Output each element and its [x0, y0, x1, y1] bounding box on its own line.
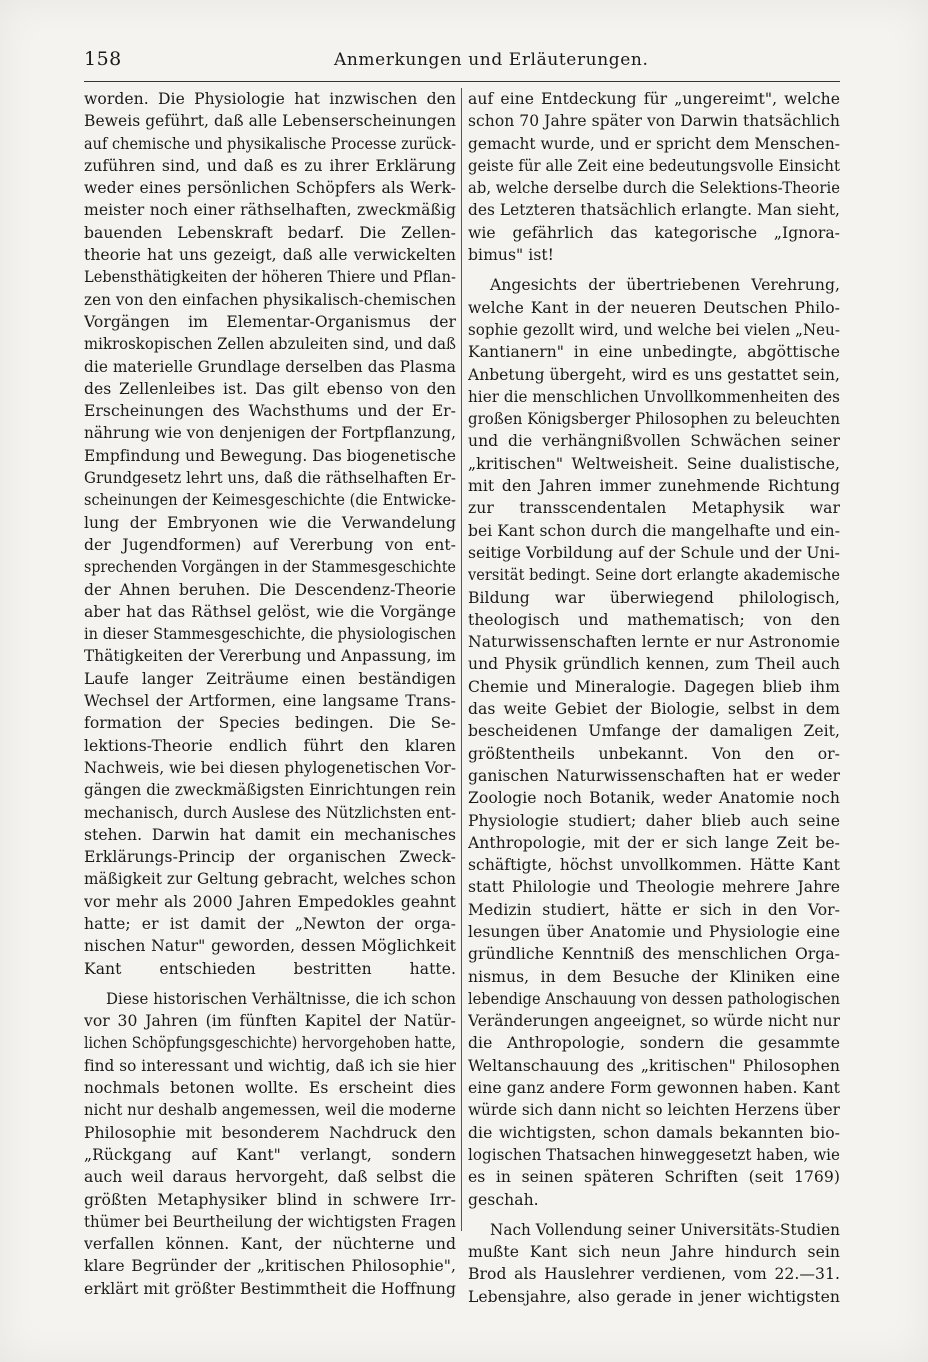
text-line: „Rückgang auf Kant" verlangt, sondern	[84, 1145, 456, 1164]
text-line: geschah.	[468, 1190, 539, 1209]
text-line: und Physik gründlich kennen, zum Theil auch	[468, 655, 840, 674]
text-line: geiste für alle Zeit eine bedeutungsvolle Einsicht	[468, 156, 840, 175]
text-line: zen von den einfachen physikalisch-chemischen	[84, 290, 456, 309]
text-line: gemacht wurde, und er spricht dem Menschen-	[468, 134, 840, 153]
text-line: Thätigkeiten der Vererbung und Anpassung, im	[84, 647, 456, 666]
text-line: die wichtigsten, schon damals bekannten bio-	[468, 1123, 840, 1142]
text-line: wie gefährlich das kategorische „Ignora-	[468, 223, 840, 242]
text-line: auf eine Entdeckung für „ungereimt", welche	[468, 90, 840, 108]
text-line: Bildung war überwiegend philologisch,	[468, 588, 840, 607]
text-line: Angesichts der übertriebenen Verehrung,	[490, 276, 840, 295]
text-line: auf chemische und physikalische Processe zurück-	[84, 134, 456, 153]
text-line: Beweis geführt, daß alle Lebenserscheinungen	[84, 112, 456, 131]
text-line: scheinungen der Keimesgeschichte (die Entwicke-	[84, 491, 456, 510]
text-line: eine ganz andere Form gewonnen haben. Kant	[468, 1079, 840, 1098]
text-line: logischen Thatsachen hinweggesetzt haben, wie	[468, 1145, 840, 1164]
text-line: Lebensjahre, also gerade in jener wichtigsten	[468, 1287, 840, 1306]
text-line: größten Metaphysiker blind in schwere Irr-	[84, 1190, 456, 1209]
text-line: Naturwissenschaften lernte er nur Astronomie	[468, 633, 840, 652]
text-line: Anthropologie, mit der er sich lange Zeit be-	[468, 833, 840, 852]
text-line: der Ahnen beruhen. Die Descendenz-Theorie	[84, 580, 456, 599]
text-line: gängen die zweckmäßigsten Einrichtungen rein	[84, 781, 456, 800]
text-line: das weite Gebiet der Biologie, selbst in dem	[468, 700, 840, 719]
text-line: würde sich dann nicht so leichten Herzens über	[468, 1101, 840, 1120]
text-line: formation der Species bedingen. Die Se-	[84, 714, 456, 733]
text-line: Nach Vollendung seiner Universitäts-Studien	[490, 1220, 840, 1239]
text-line: theorie hat uns gezeigt, daß alle verwickelten	[84, 246, 456, 265]
text-line: bei Kant schon durch die mangelhafte und ein-	[468, 521, 840, 540]
text-line: klare Begründer der „kritischen Philosophie",	[84, 1257, 456, 1276]
text-line: sophie gezollt wird, und welche bei vielen „Neu-	[468, 320, 840, 339]
text-line: ab, welche derselbe durch die Selektions-Theorie	[468, 179, 840, 198]
text-line: nochmals betonen wollte. Es erscheint dies	[84, 1079, 456, 1098]
text-line: Wechsel der Artformen, eine langsame Trans-	[84, 692, 456, 711]
text-line: großen Königsberger Philosophen zu beleuchten	[468, 410, 840, 429]
text-line: aber hat das Räthsel gelöst, wie die Vorgänge	[84, 602, 456, 621]
running-head: Anmerkungen und Erläuterungen.	[334, 50, 649, 70]
page-header	[84, 46, 840, 80]
text-line: Veränderungen angeeignet, so würde nicht nur	[468, 1012, 840, 1031]
text-line: zur transscendentalen Metaphysik war	[468, 499, 840, 518]
text-line: Laufe langer Zeiträume einen beständigen	[84, 669, 456, 688]
text-line: nicht nur deshalb angemessen, weil die moderne	[84, 1101, 456, 1120]
text-line: mäßigkeit zur Geltung gebracht, welches schon	[84, 870, 456, 889]
text-line: Weltanschauung des „kritischen" Philosophen	[468, 1056, 840, 1075]
text-line: schäftigte, höchst unvollkommen. Hätte Kant	[468, 856, 840, 875]
text-line: seitige Vorbildung auf der Schule und der Uni-	[468, 543, 840, 562]
text-line: Lebensthätigkeiten der höheren Thiere und Pflan-	[84, 268, 456, 287]
text-line: mechanisch, durch Auslese des Nützlichsten ent-	[84, 803, 456, 822]
text-line: „kritischen" Weltweisheit. Seine dualistische,	[468, 454, 840, 473]
text-line: lebendige Anschauung von dessen pathologischen	[468, 989, 840, 1008]
text-line: worden. Die Physiologie hat inzwischen den	[84, 90, 456, 108]
text-line: gründliche Kenntniß des menschlichen Orga-	[468, 945, 840, 964]
text-line: nährung wie von denjenigen der Fortpflanzung,	[84, 424, 456, 443]
text-line: Vorgängen im Elementar-Organismus der	[84, 312, 456, 331]
text-line: Kant entschieden bestritten hatte.	[84, 959, 456, 978]
text-line: meister noch einer räthselhaften, zweckmäßig	[84, 201, 456, 220]
text-line: versität bedingt. Seine dort erlangte akademische	[468, 566, 840, 585]
text-line: bimus" ist!	[468, 246, 555, 265]
text-line: schon 70 Jahre später von Darwin thatsächlich	[468, 112, 840, 131]
text-line: Anbetung übergeht, wird es uns gestattet sein,	[468, 365, 840, 384]
text-line: lichen Schöpfungsgeschichte) hervorgehoben hatte,	[84, 1034, 456, 1053]
text-line: mikroskopischen Zellen abzuleiten sind, und daß	[84, 335, 456, 354]
right-column	[468, 88, 840, 1308]
text-line: statt Philologie und Theologie mehrere Jahre	[468, 878, 840, 897]
text-line: Chemie und Mineralogie. Dagegen blieb ihm	[468, 677, 840, 696]
text-line: Philosophie mit besonderem Nachdruck den	[84, 1123, 456, 1142]
text-line: mit den Jahren immer zunehmende Richtung	[468, 477, 840, 496]
text-line: des Letzteren thatsächlich erlangte. Man sieht,	[468, 201, 840, 220]
text-line: stehen. Darwin hat damit ein mechanisches	[84, 825, 456, 844]
text-line: verfallen können. Kant, der nüchterne und	[84, 1235, 456, 1254]
text-line: hatte; er ist damit der „Newton der orga-	[84, 914, 456, 933]
text-line: bescheidenen Umfange der damaligen Zeit,	[468, 722, 840, 741]
header-rule	[84, 81, 840, 82]
column-divider	[461, 88, 462, 1231]
text-line: ganischen Naturwissenschaften hat er weder	[468, 766, 840, 785]
text-line: mußte Kant sich neun Jahre hindurch sein	[468, 1243, 840, 1262]
text-line: Erscheinungen des Wachsthums und der Er-	[84, 402, 456, 421]
text-line: die materielle Grundlage derselben das Plasma	[84, 357, 456, 376]
text-line: Nachweis, wie bei diesen phylogenetischen Vor-	[84, 758, 456, 777]
left-column	[84, 88, 456, 1300]
text-line: bauenden Lebenskraft bedarf. Die Zellen-	[84, 223, 456, 242]
page-number: 158	[84, 48, 122, 70]
text-line: der Jugendformen) auf Vererbung von ent-	[84, 535, 456, 554]
text-line: lung der Embryonen wie die Verwandelung	[84, 513, 456, 532]
text-line: Erklärungs-Princip der organischen Zweck-	[84, 848, 456, 867]
text-line: auch weil daraus hervorgeht, daß selbst die	[84, 1168, 456, 1187]
text-line: Kantianern" in eine unbedingte, abgöttische	[468, 343, 840, 362]
text-line: Brod als Hauslehrer verdienen, vom 22.—31.	[468, 1265, 840, 1284]
text-line: sprechenden Vorgängen in der Stammesgeschichte	[84, 558, 456, 577]
text-line: Grundgesetz lehrt uns, daß die räthselhaften Er-	[84, 469, 456, 488]
text-line: weder eines persönlichen Schöpfers als Werk-	[84, 179, 456, 198]
text-line: und die verhängnißvollen Schwächen seiner	[468, 432, 840, 451]
text-line: Empfindung und Bewegung. Das biogenetische	[84, 446, 456, 465]
text-line: lesungen über Anatomie und Physiologie eine	[468, 922, 840, 941]
text-line: hier die menschlichen Unvollkommenheiten des	[468, 387, 840, 406]
text-line: nismus, in dem Besuche der Kliniken eine	[468, 967, 840, 986]
text-line: erklärt mit größter Bestimmtheit die Hoffnung	[84, 1279, 456, 1298]
text-line: Zoologie noch Botanik, weder Anatomie noch	[468, 789, 840, 808]
text-line: thümer bei Beurtheilung der wichtigsten Fragen	[84, 1212, 456, 1231]
text-line: find so interessant und wichtig, daß ich sie hier	[84, 1056, 456, 1075]
text-line: vor 30 Jahren (im fünften Kapitel der Natür-	[84, 1012, 456, 1031]
text-line: des Zellenleibes ist. Das gilt ebenso von den	[84, 379, 456, 398]
text-line: in dieser Stammesgeschichte, die physiologischen	[84, 625, 456, 644]
text-line: Medizin studiert, hätte er sich in den Vor-	[468, 900, 840, 919]
text-line: nischen Natur" geworden, dessen Möglichkeit	[84, 937, 456, 956]
text-line: welche Kant in der neueren Deutschen Philo-	[468, 298, 840, 317]
text-line: die Anthropologie, sondern die gesammte	[468, 1034, 840, 1053]
text-line: theologisch und mathematisch; von den	[468, 610, 840, 629]
text-line: lektions-Theorie endlich führt den klaren	[84, 736, 456, 755]
text-line: Physiologie studiert; daher blieb auch seine	[468, 811, 840, 830]
text-line: größtentheils unbekannt. Von den or-	[468, 744, 840, 763]
text-line: Diese historischen Verhältnisse, die ich schon	[106, 989, 456, 1008]
text-line: vor mehr als 2000 Jahren Empedokles geahnt	[84, 892, 456, 911]
text-line: zuführen sind, und daß es zu ihrer Erklärung	[84, 156, 456, 175]
text-line: es in seinen späteren Schriften (seit 1769)	[468, 1168, 840, 1187]
